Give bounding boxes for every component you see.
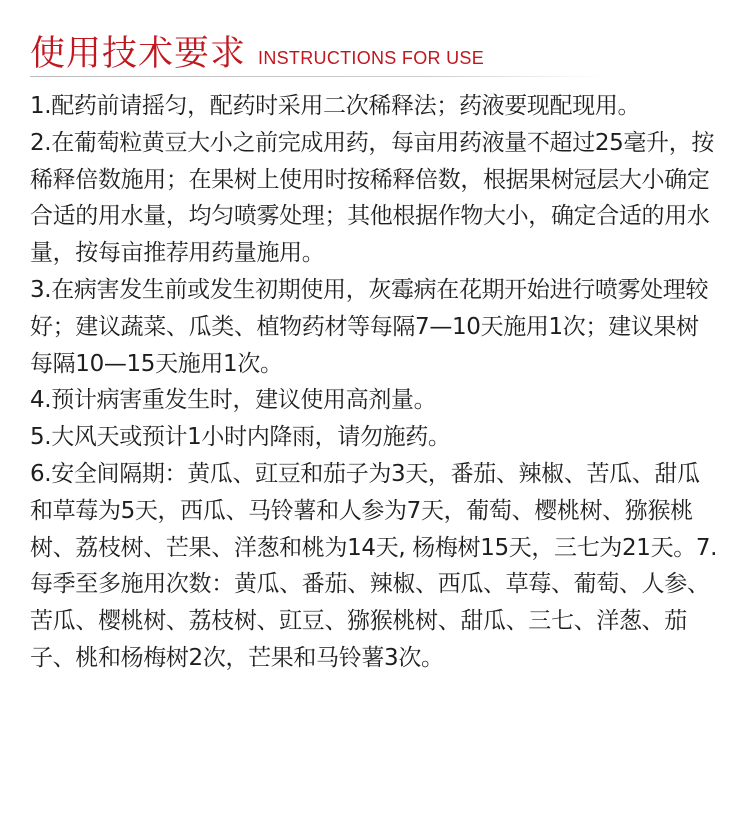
instruction-item-3: 3.在病害发生前或发生初期使用，灰霉病在花期开始进行喷雾处理较好；建议蔬菜、瓜类、植物药材等每隔7—10天施用1次；建议果树每隔10—15天施用1次。 bbox=[30, 276, 709, 377]
section-header bbox=[30, 28, 720, 76]
instruction-item-5: 5.大风天或预计1小时内降雨，请勿施药。 bbox=[30, 424, 451, 451]
instruction-item-2: 2.在葡萄粒黄豆大小之前完成用药，每亩用药液量不超过25毫升，按稀释倍数施用；在果树上使用时按稀释倍数，根据果树冠层大小确定合适的用水量，均匀喷雾处理；其他根据作物大小，确定合适的用水量，按每亩推荐用药量施用。 bbox=[30, 129, 715, 267]
page-title: 使用技术要求 bbox=[30, 34, 247, 74]
instruction-item-1: 1.配药前请摇匀，配药时采用二次稀释法；药液要现配现用。 bbox=[30, 93, 641, 119]
header-divider bbox=[30, 76, 605, 77]
page-subtitle: INSTRUCTIONS FOR USE bbox=[258, 48, 485, 68]
instruction-item-6: 6.安全间隔期：黄瓜、豇豆和茄子为3天，番茄、辣椒、苦瓜、甜瓜和草莓为5天，西瓜、马铃薯和人参为7天，葡萄、樱桃树、猕猴桃树、荔枝树、芒果、洋葱和桃为14天, 杨梅树15天，三七为21天。7.每季至多施用次数：黄瓜、番茄、辣椒、西瓜、草莓、葡萄、人参、苦瓜、樱桃树、荔枝树、豇豆、猕猴桃树、甜瓜、三七、洋葱、茄子、桃和杨梅树2次，芒果和马铃薯3次。 bbox=[30, 460, 718, 671]
instruction-item-4: 4.预计病害重发生时，建议使用高剂量。 bbox=[30, 387, 437, 414]
instructions-body bbox=[30, 88, 720, 677]
